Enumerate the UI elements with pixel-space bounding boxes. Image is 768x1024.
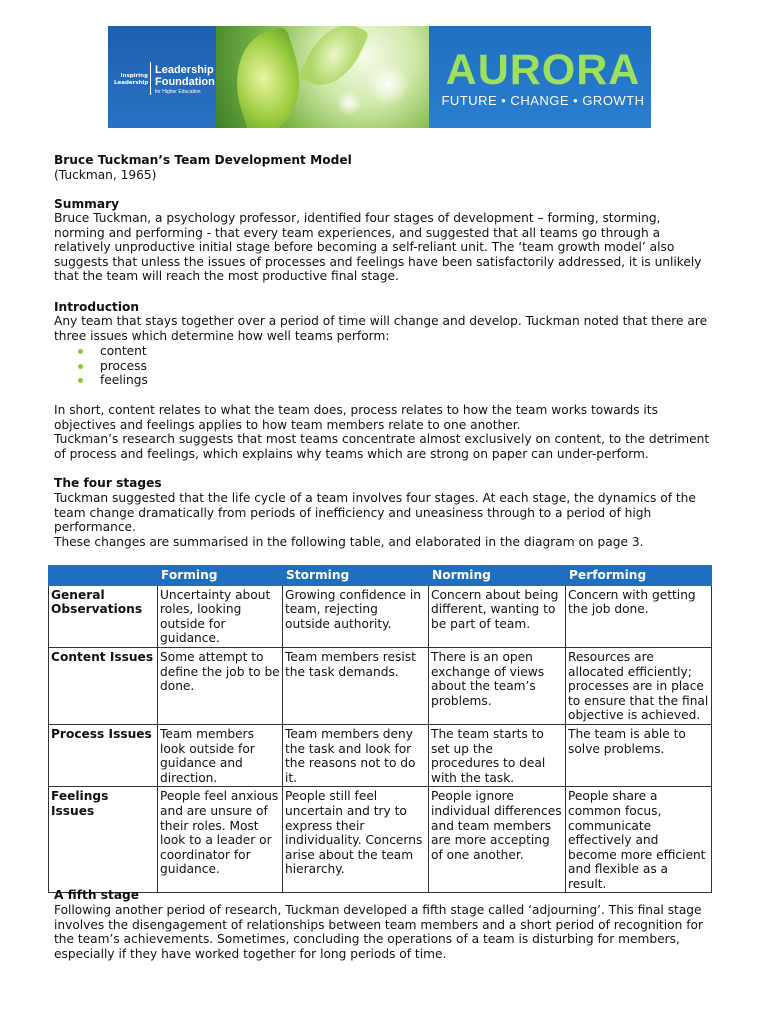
table-cell: Uncertainty about roles, looking outside for guidance.: [158, 585, 283, 647]
lf-tagline: Inspiring Leadership: [114, 73, 149, 86]
leadership-foundation-logo: [108, 26, 216, 128]
introduction-heading: Introduction: [54, 300, 140, 314]
table-cell: People still feel uncertain and try to express their individuality. Concerns arise about the team hierarchy.: [283, 787, 429, 893]
fifth-stage-text: Following another period of research, Tuckman developed a fifth stage called ‘adjourning’. This final stage involves the disengagement of relationships between team members and a short period of recognition for the team’s achievements. Sometimes, concluding the operations of a team is disturbing for members, especially if they have worked together for long periods of time.: [54, 903, 703, 961]
row-label: General Observations: [49, 585, 158, 647]
table-cell: Resources are allocated efficiently; processes are in place to ensure that the final objective is achieved.: [566, 647, 712, 724]
aurora-wordmark: AURORA: [445, 46, 641, 94]
row-label: Process Issues: [49, 724, 158, 786]
research-paragraph: Tuckman’s research suggests that most teams concentrate almost exclusively on content, to the detriment of process and feelings, which explains why teams which are strong on paper can under-perform.: [54, 432, 710, 461]
list-item: [54, 373, 148, 388]
table-cell: Team members deny the task and look for the reasons not to do it.: [283, 724, 429, 786]
lf-name: Leadership Foundation: [155, 64, 215, 88]
content-process-paragraph: In short, content relates to what the team does, process relates to how the team works towards its objectives and feelings applies to how team members relate to one another.: [54, 403, 658, 432]
table-row: [49, 585, 712, 647]
list-item: [54, 359, 148, 374]
four-stages-heading: The four stages: [54, 476, 162, 490]
bullet-icon: [78, 364, 83, 369]
column-header-norming: Norming: [429, 566, 566, 586]
lf-subtitle: for Higher Education: [155, 89, 201, 95]
table-cell: People share a common focus, communicate effectively and become more efficient and flexible as a result.: [566, 787, 712, 893]
table-cell: The team starts to set up the procedures to deal with the task.: [429, 724, 566, 786]
column-header-performing: Performing: [566, 566, 712, 586]
table-intro: These changes are summarised in the following table, and elaborated in the diagram on page 3.: [54, 535, 644, 549]
bullet-icon: [78, 378, 83, 383]
table-cell: Growing confidence in team, rejecting outside authority.: [283, 585, 429, 647]
table-cell: Concern with getting the job done.: [566, 585, 712, 647]
table-cell: There is an open exchange of views about the team’s problems.: [429, 647, 566, 724]
table-cell: The team is able to solve problems.: [566, 724, 712, 786]
leaf-photo: [216, 26, 429, 128]
table-cell: Concern about being different, wanting to be part of team.: [429, 585, 566, 647]
table-cell: People feel anxious and are unsure of their roles. Most look to a leader or coordinator for guidance.: [158, 787, 283, 893]
column-header-storming: Storming: [283, 566, 429, 586]
header-banner: [108, 26, 651, 128]
summary-heading: Summary: [54, 197, 120, 211]
stages-table: [48, 565, 712, 893]
table-cell: Team members look outside for guidance and direction.: [158, 724, 283, 786]
fifth-stage-heading: A fifth stage: [54, 888, 140, 902]
list-item-text: feelings: [100, 373, 148, 388]
row-label: Feelings Issues: [49, 787, 158, 893]
four-stages-text: Tuckman suggested that the life cycle of a team involves four stages. At each stage, the dynamics of the team change dramatically from periods of inefficiency and uneasiness through to a period of high performance.: [54, 491, 696, 535]
list-item-text: content: [100, 344, 147, 358]
bullet-icon: [78, 349, 83, 354]
leaf-image-secondary: [298, 26, 369, 96]
issues-list: [54, 344, 148, 388]
list-item-text: process: [100, 358, 147, 373]
column-header: [49, 566, 158, 586]
aurora-tagline: FUTURE • CHANGE • GROWTH: [441, 93, 645, 108]
lf-divider: [150, 62, 151, 95]
table-row: [49, 724, 712, 786]
table-row: [49, 787, 712, 893]
aurora-logo: [429, 26, 651, 128]
table-row: [49, 647, 712, 724]
table-header-row: [49, 566, 712, 586]
summary-text: Bruce Tuckman, a psychology professor, identified four stages of development – forming, storming, norming and performing - that every team experiences, and suggested that all teams go through a relatively unproductive initial stage before becoming a self-reliant unit. The ‘team growth model’ also suggests that unless the issues of processes and feelings have been satisfactorily addressed, it is unlikely that the team will reach the most productive final stage.: [54, 211, 702, 284]
table-cell: Some attempt to define the job to be done.: [158, 647, 283, 724]
table-cell: People ignore individual differences and team members are more accepting of one another.: [429, 787, 566, 893]
water-drop-image: [366, 62, 410, 106]
row-label: Content Issues: [49, 647, 158, 724]
introduction-text: Any team that stays together over a period of time will change and develop. Tuckman noted that there are three issues which determine how well teams perform:: [54, 314, 708, 343]
column-header-forming: Forming: [158, 566, 283, 586]
table-cell: Team members resist the task demands.: [283, 647, 429, 724]
citation: (Tuckman, 1965): [54, 168, 157, 182]
document-title: Bruce Tuckman’s Team Development Model: [54, 153, 352, 167]
list-item: [54, 344, 148, 359]
water-drop-image-small: [336, 90, 362, 116]
